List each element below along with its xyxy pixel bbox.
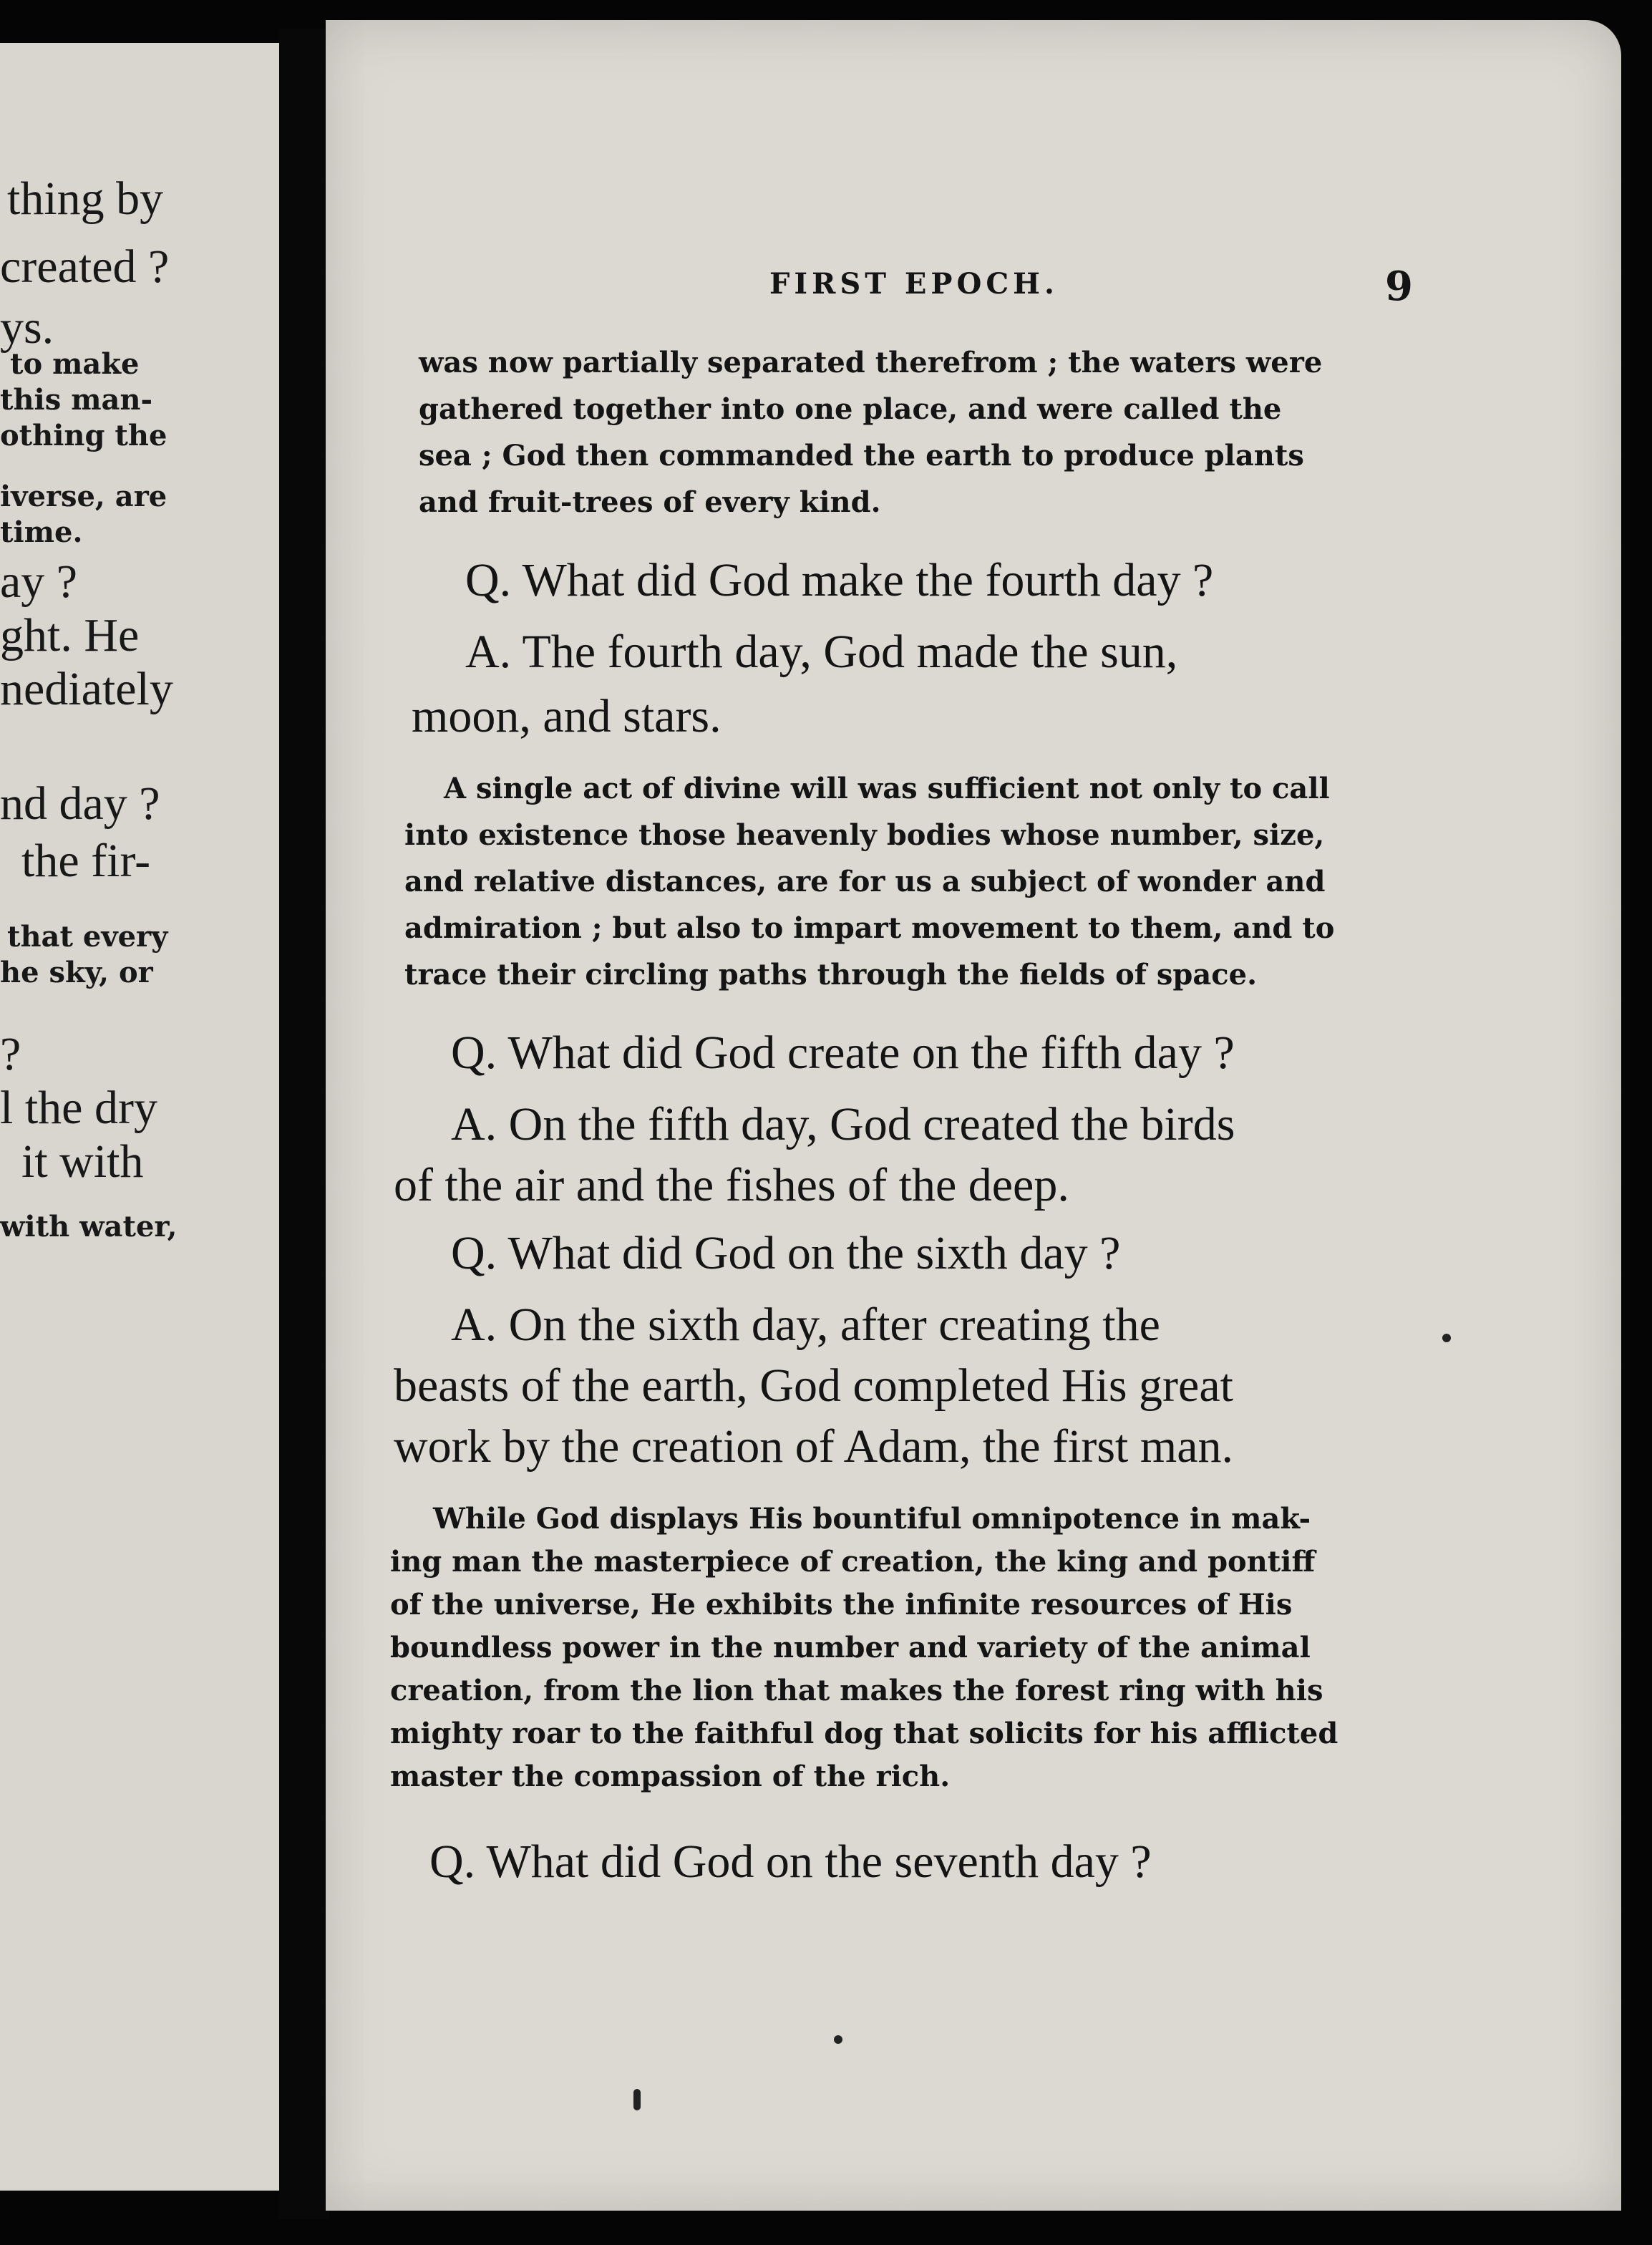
right-page [326, 20, 1621, 2211]
left-fragment: nediately [0, 663, 173, 715]
text-line: ing man the masterpiece of creation, the king and pontiff [390, 1545, 1316, 1579]
text-line: master the compassion of the rich. [390, 1760, 951, 1793]
answer: A. On the sixth day, after creating the [451, 1299, 1160, 1351]
answer-line: of the air and the fishes of the deep. [394, 1159, 1069, 1211]
text-line: boundless power in the number and variety of the animal [390, 1631, 1311, 1664]
left-fragment: with water, [0, 1210, 178, 1243]
question: Q. What did God create on the fifth day ? [451, 1027, 1235, 1079]
answer-line: work by the creation of Adam, the first man. [394, 1420, 1234, 1473]
left-fragment: othing the [0, 419, 167, 452]
speck-mark [633, 2089, 641, 2110]
left-fragment: time. [0, 515, 83, 549]
left-fragment: thing by [7, 173, 164, 225]
speck-mark [834, 2035, 842, 2044]
text-line: admiration ; but also to impart movement to them, and to [404, 911, 1335, 945]
text-line: creation, from the lion that makes the forest ring with his [390, 1674, 1323, 1707]
text-line: gathered together into one place, and were called the [419, 392, 1282, 426]
text-line: While God displays His bountiful omnipotence in mak- [433, 1502, 1311, 1536]
text-line: A single act of divine will was sufficient not only to call [444, 772, 1330, 805]
left-fragment: ay ? [0, 556, 78, 608]
left-fragment: ? [0, 1028, 21, 1080]
left-fragment: this man- [0, 383, 153, 417]
left-fragment: iverse, are [0, 480, 167, 513]
left-fragment: l the dry [0, 1082, 157, 1134]
text-line: sea ; God then commanded the earth to produce plants [419, 439, 1304, 472]
left-fragment: ght. He [0, 609, 140, 661]
text-line: into existence those heavenly bodies whose number, size, [404, 818, 1325, 852]
page-header-title: FIRST EPOCH. [769, 267, 1059, 301]
text-line: and relative distances, are for us a subject of wonder and [404, 865, 1326, 898]
answer: A. On the fifth day, God created the birds [451, 1098, 1235, 1150]
answer: A. The fourth day, God made the sun, [465, 626, 1178, 678]
left-fragment: ys. [0, 301, 54, 354]
left-page [0, 43, 279, 2191]
left-fragment: nd day ? [0, 777, 160, 830]
answer-line: beasts of the earth, God completed His great [394, 1359, 1233, 1412]
text-line: trace their circling paths through the fields of space. [404, 958, 1258, 991]
text-line: and fruit-trees of every kind. [419, 485, 881, 519]
left-fragment: the fir- [21, 835, 151, 887]
text-line: of the universe, He exhibits the infinite resources of His [390, 1588, 1293, 1621]
question: Q. What did God make the fourth day ? [465, 554, 1214, 606]
left-fragment: created ? [0, 241, 170, 293]
page-number: 9 [1385, 263, 1413, 310]
speck-mark [1442, 1334, 1451, 1342]
book-gutter [279, 29, 329, 2219]
text-line: was now partially separated therefrom ; the waters were [419, 346, 1323, 379]
left-fragment: it with [21, 1135, 144, 1188]
left-fragment: that every [7, 920, 168, 954]
left-fragment: he sky, or [0, 956, 153, 989]
question: Q. What did God on the seventh day ? [429, 1836, 1152, 1888]
text-line: mighty roar to the faithful dog that solicits for his afflicted [390, 1717, 1338, 1750]
left-fragment: to make [10, 347, 140, 381]
answer-line: moon, and stars. [412, 690, 721, 742]
question: Q. What did God on the sixth day ? [451, 1227, 1121, 1279]
